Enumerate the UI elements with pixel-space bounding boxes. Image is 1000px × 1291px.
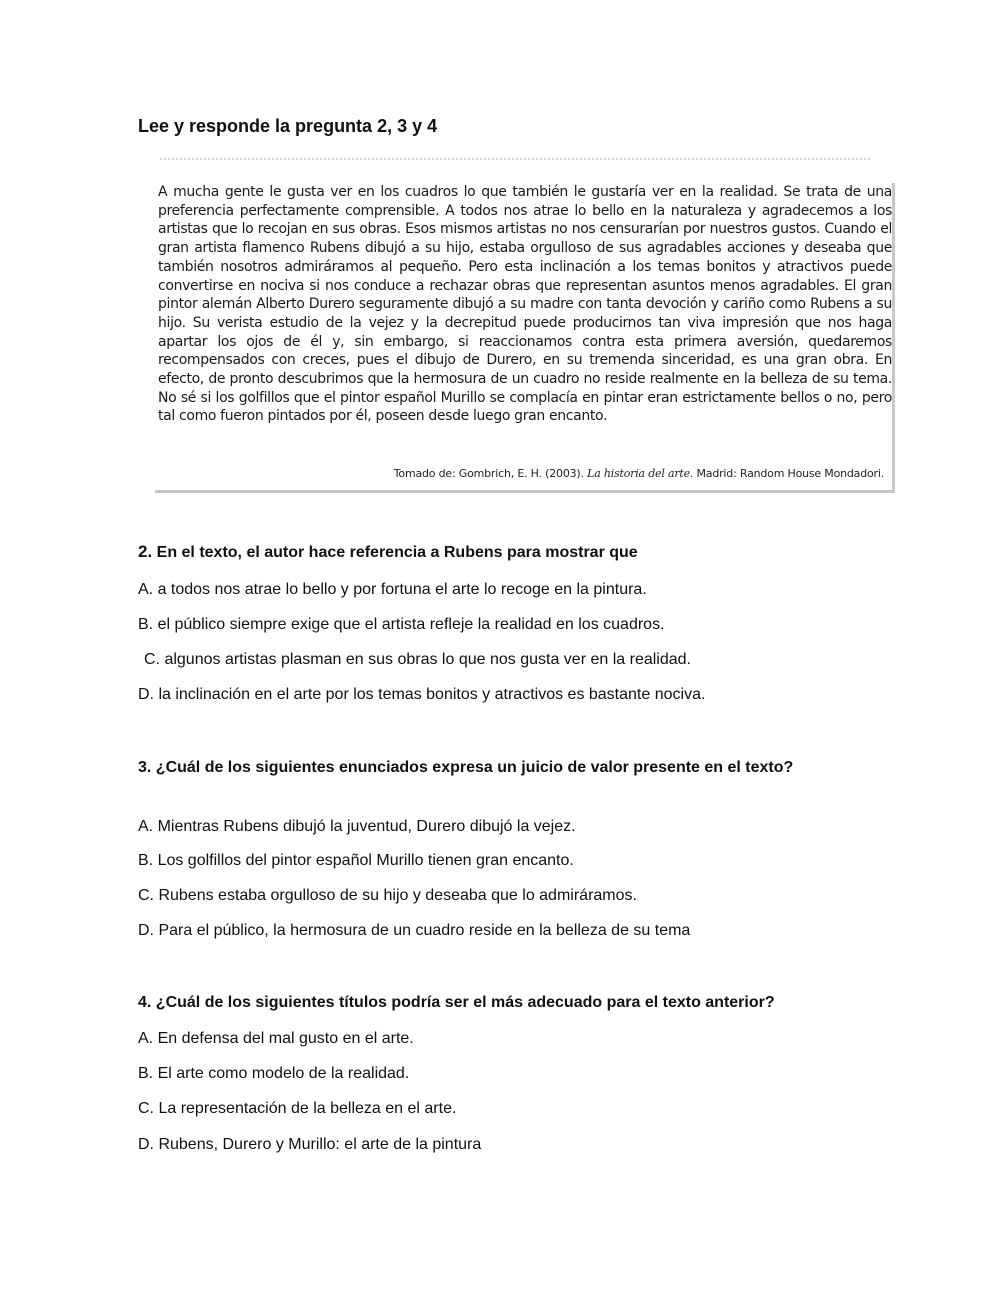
question-4-option-c[interactable]: C. La representación de la belleza en el arte. [138, 1100, 457, 1117]
question-2-text: En el texto, el autor hace referencia a Rubens para mostrar que [156, 544, 638, 561]
question-4-option-a[interactable]: A. En defensa del mal gusto en el arte. [138, 1030, 414, 1047]
question-2-option-a[interactable]: A. a todos nos atrae lo bello y por fortuna el arte lo recoge en la pintura. [138, 581, 647, 598]
reading-passage-text: A mucha gente le gusta ver en los cuadros lo que también le gustaría ver en la realidad. Se trata de una preferencia perfectamente comprensible. A todos nos atrae lo bello en la naturaleza y agradecemos a los artistas que lo recojan en sus obras. Esos mismos artistas no nos censurarían por nuestros gustos. Cuando el gran artista flamenco Rubens dibujó a su hijo, estaba orgulloso de sus agradables acciones y deseaba que también nosotros admiráramos al pequeño. Pero esta inclinación a los temas bonitos y atractivos puede convertirse en nociva si nos conduce a rechazar obras que representan asuntos menos agradables. El gran pintor alemán Alberto Durero seguramente dibujó a su madre con tanta devoción y cariño como Rubens a su hijo. Su verista estudio de la vejez y la decrepitud puede producirnos tan viva impresión que nos haga apartar los ojos de él y, sin embargo, si reaccionamos contra esta primera aversión, quedaremos recompensados con creces, pues el dibujo de Durero, en su tremenda sinceridad, es una gran obra. En efecto, de pronto descubrimos que la hermosura de un cuadro no reside realmente en la belleza de su tema. No sé si los golfillos que el pintor español Murillo se complacía en pintar eran estrictamente bellos o no, pero tal como fueron pintados por él, poseen desde luego gran encanto. [158, 184, 892, 425]
dotted-divider [160, 158, 870, 160]
question-2-option-b[interactable]: B. el público siempre exige que el artista refleje la realidad en los cuadros. [138, 616, 665, 633]
question-4 [138, 992, 878, 1014]
page-heading: Lee y responde la pregunta 2, 3 y 4 [138, 116, 438, 136]
reading-citation [394, 467, 884, 480]
citation-book-title: La historia del arte [587, 467, 690, 480]
question-3-option-b[interactable]: B. Los golfillos del pintor español Murillo tienen gran encanto. [138, 852, 574, 869]
question-4-option-d[interactable]: D. Rubens, Durero y Murillo: el arte de la pintura [138, 1136, 482, 1153]
question-2-option-d[interactable]: D. la inclinación en el arte por los temas bonitos y atractivos es bastante nociva. [138, 686, 706, 703]
question-4-option-b[interactable]: B. El arte como modelo de la realidad. [138, 1065, 410, 1082]
question-3-option-a[interactable]: A. Mientras Rubens dibujó la juventud, Durero dibujó la vejez. [138, 818, 576, 835]
question-3-option-c[interactable]: C. Rubens estaba orgulloso de su hijo y deseaba que lo admiráramos. [138, 887, 637, 904]
question-2-option-c[interactable]: C. algunos artistas plasman en sus obras lo que nos gusta ver en la realidad. [144, 651, 691, 668]
question-3-number: 3. [138, 759, 152, 776]
citation-suffix: . Madrid: Random House Mondadori. [689, 467, 884, 480]
reading-passage-box [155, 183, 895, 493]
question-3 [138, 757, 838, 779]
question-3-text: ¿Cuál de los siguientes enunciados expresa un juicio de valor presente en el texto? [155, 759, 794, 776]
question-4-number: 4. [138, 994, 152, 1011]
citation-prefix: Tomado de: Gombrich, E. H. (2003). [393, 467, 588, 480]
question-2-number: 2. [138, 542, 153, 561]
question-4-text: ¿Cuál de los siguientes títulos podría ser el más adecuado para el texto anterior? [155, 994, 775, 1011]
question-3-option-d[interactable]: D. Para el público, la hermosura de un cuadro reside en la belleza de su tema [138, 922, 691, 939]
question-2 [138, 541, 858, 564]
